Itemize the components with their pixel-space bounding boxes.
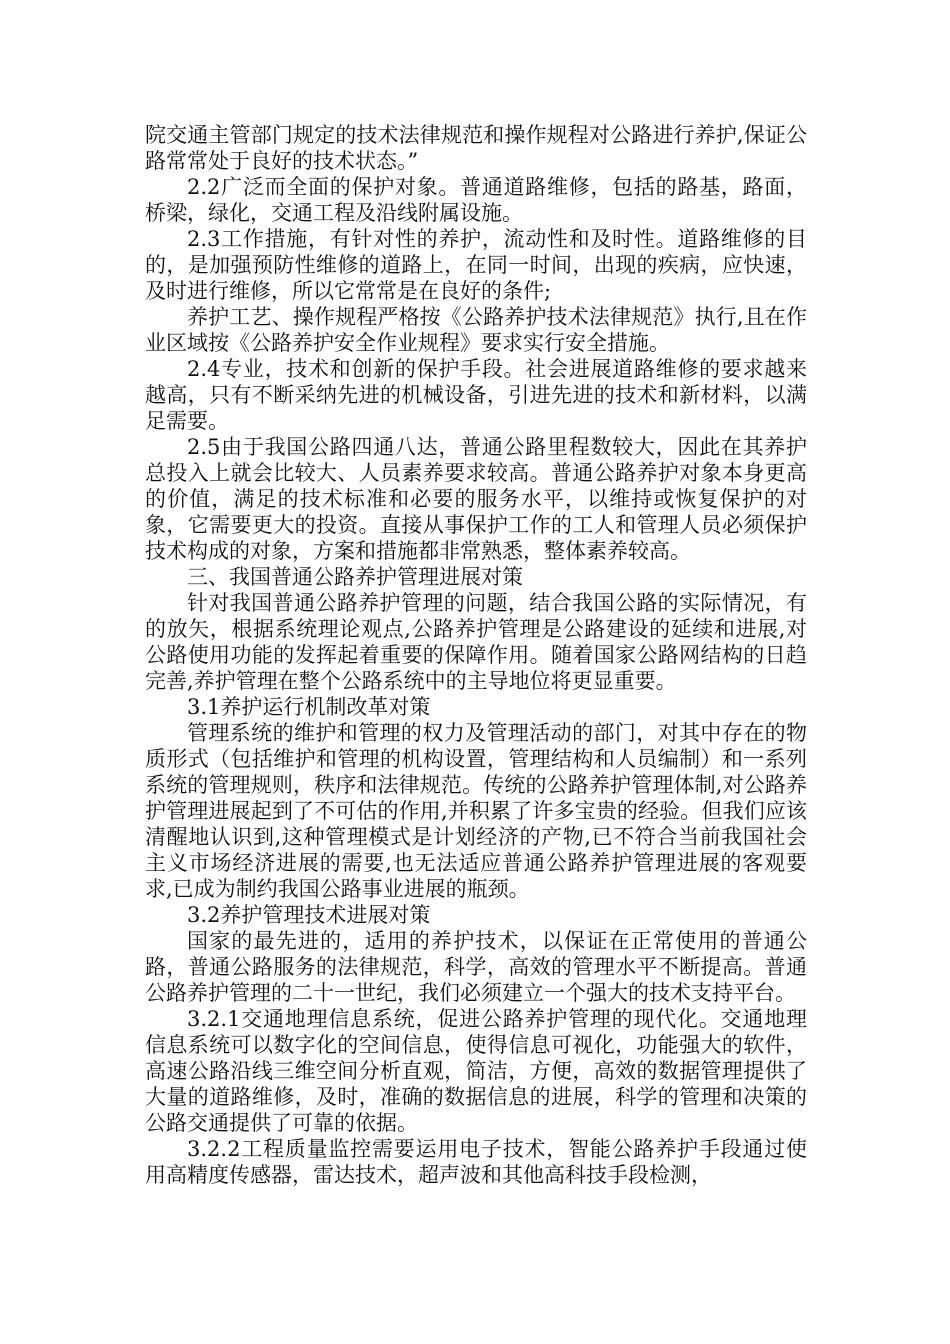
paragraph-3-1-body: 管理系统的维护和管理的权力及管理活动的部门，对其中存在的物质形式（包括维护和管理的机构设置，管理结构和人员编制）和一系列系统的管理规则，秩序和法律规范。传统的公路养护管理体制,对公路养护管理进展起到了不可估的作用,并积累了许多宝贵的经验。但我们应该清醒地认识到,这种管理模式是计划经济的产物,已不符合当前我国社会主义市场经济进展的需要,也无法适应普通公路养护管理进展的客观要求,已成为制约我国公路事业进展的瓶颈。	[145, 721, 807, 901]
paragraph-section-3-intro: 针对我国普通公路养护管理的问题，结合我国公路的实际情况，有的放矢，根据系统理论观点,公路养护管理是公路建设的延续和进展,对公路使用功能的发挥起着重要的保障作用。随着国家公路网结构的日趋完善,养护管理在整个公路系统中的主导地位将更显重要。	[145, 591, 807, 693]
paragraph-2-4: 2.4专业，技术和创新的保护手段。社会进展道路维修的要求越来越高，只有不断采纳先进的机械设备，引进先进的技术和新材料，以满足需要。	[145, 357, 807, 433]
paragraph-continuation: 院交通主管部门规定的技术法律规范和操作规程对公路进行养护,保证公路常常处于良好的技术状态。”	[145, 123, 807, 173]
paragraph-2-3: 2.3工作措施，有针对性的养护，流动性和及时性。道路维修的目的，是加强预防性维修的道路上，在同一时间，出现的疾病，应快速，及时进行维修，所以它常常是在良好的条件;	[145, 227, 807, 303]
paragraph-3-2-body: 国家的最先进的，适用的养护技术，以保证在正常使用的普通公路，普通公路服务的法律规范，科学，高效的管理水平不断提高。普通公路养护管理的二十一世纪，我们必须建立一个强大的技术支持平台。	[145, 929, 807, 1005]
paragraph-maintenance-process: 养护工艺、操作规程严格按《公路养护技术法律规范》执行,且在作业区域按《公路养护安全作业规程》要求实行安全措施。	[145, 305, 807, 355]
paragraph-3-2-1: 3.2.1交通地理信息系统，促进公路养护管理的现代化。交通地理信息系统可以数字化的空间信息，使得信息可视化，功能强大的软件，高速公路沿线三维空间分析直观，简洁，方便，高效的数据管理提供了大量的道路维修，及时，准确的数据信息的进展，科学的管理和决策的公路交通提供了可靠的依据。	[145, 1007, 807, 1135]
paragraph-3-2-2: 3.2.2工程质量监控需要运用电子技术，智能公路养护手段通过使用高精度传感器，雷达技术，超声波和其他高科技手段检测，	[145, 1137, 807, 1187]
paragraph-2-5: 2.5由于我国公路四通八达，普通公路里程数较大，因此在其养护总投入上就会比较大、人员素养要求较高。普通公路养护对象本身更高的价值，满足的技术标准和必要的服务水平，以维持或恢复保护的对象，它需要更大的投资。直接从事保护工作的工人和管理人员必须保护技术构成的对象，方案和措施都非常熟悉，整体素养较高。	[145, 435, 807, 563]
subsection-heading-3-1: 3.1养护运行机制改革对策	[187, 695, 431, 719]
section-heading-3: 三、我国普通公路养护管理进展对策	[187, 565, 523, 589]
paragraph-2-2: 2.2广泛而全面的保护对象。普通道路维修，包括的路基，路面，桥梁，绿化，交通工程及沿线附属设施。	[145, 175, 807, 225]
subsection-heading-3-2: 3.2养护管理技术进展对策	[187, 903, 431, 927]
document-body	[145, 122, 807, 1188]
